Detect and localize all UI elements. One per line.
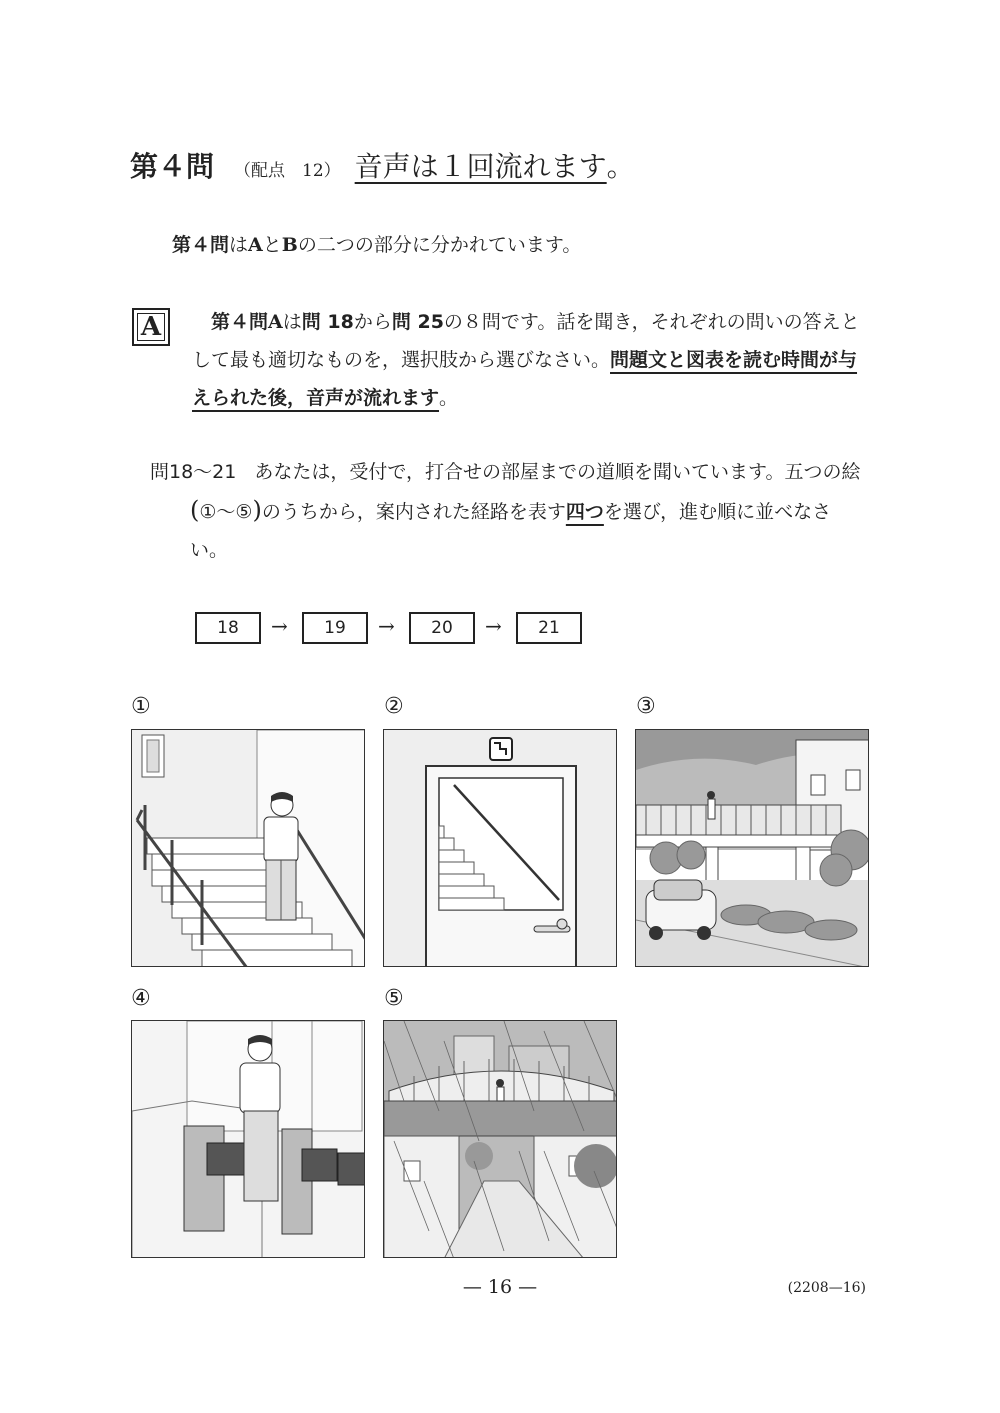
- staircase-icon: [131, 729, 365, 967]
- q18-underline-four: 四つ: [565, 501, 604, 523]
- part-a-instructions: [192, 303, 872, 417]
- page-number: — 16 —: [462, 1276, 538, 1298]
- pa-l2-underline: 問題文と図表を読む時間が与: [610, 349, 858, 371]
- pa-t2: から: [353, 311, 392, 333]
- pa-q2: 問 18: [301, 311, 354, 333]
- part-a-line1: [192, 303, 872, 341]
- arrow-3: →: [485, 614, 502, 638]
- pa-a: A: [268, 311, 283, 333]
- pa-t1: は: [282, 311, 302, 333]
- intro-t3: の二つの部分に分かれています。: [297, 234, 582, 256]
- intro-text: [172, 226, 581, 264]
- picture-number-3: ③: [636, 694, 656, 719]
- security-gate-icon: [131, 1020, 365, 1258]
- pa-q: 第４問: [211, 311, 269, 333]
- points: （配点 12）: [234, 161, 341, 181]
- q18-range: ①～⑤: [199, 501, 253, 523]
- picture-number-1: ①: [131, 694, 151, 719]
- pa-q3: 問 25: [391, 311, 444, 333]
- title-period: 。: [606, 150, 635, 183]
- part-a-line3: [192, 379, 872, 417]
- answer-box-21: 21: [516, 612, 582, 644]
- intro-a: A: [248, 234, 263, 256]
- pa-l3-end: 。: [439, 387, 459, 409]
- covered-walkway-rain-icon: [383, 1020, 617, 1258]
- q18-label: 問18～21: [150, 461, 237, 483]
- pedestrian-bridge-icon: [635, 729, 869, 967]
- audio-note: 音声は１回流れます: [354, 150, 607, 183]
- section-title: [130, 145, 635, 185]
- answer-box-19: 19: [302, 612, 368, 644]
- q18-l1: あなたは，受付で，打合せの部屋までの道順を聞いています。五つの絵: [254, 461, 861, 483]
- page-code: (2208—16): [787, 1280, 866, 1296]
- arrow-2: →: [378, 614, 395, 638]
- picture-number-2: ②: [384, 694, 404, 719]
- pa-t3: の８問です。話を聞き，それぞれの問いの答えと: [443, 311, 860, 333]
- q18-line1: [150, 453, 870, 491]
- pa-l2: して最も適切なものを，選択肢から選びなさい。: [192, 349, 611, 371]
- pa-l3-underline: えられた後，音声が流れます: [192, 387, 440, 409]
- stairwell-door-icon: [383, 729, 617, 967]
- intro-question: 第４問: [172, 234, 230, 256]
- q18-l2-t1: のうちから，案内された経路を表す: [261, 501, 566, 523]
- intro-t2: と: [262, 234, 282, 256]
- part-a-line2: [192, 341, 872, 379]
- q18-line2: (①～⑤)のうちから，案内された経路を表す四つを選び，進む順に並べなさ: [190, 496, 832, 524]
- intro-b: B: [281, 234, 298, 256]
- q18-line3: い。: [190, 539, 229, 561]
- picture-number-4: ④: [131, 986, 151, 1011]
- picture-number-5: ⑤: [384, 986, 404, 1011]
- intro-t1: は: [229, 234, 249, 256]
- part-a-label: A: [132, 308, 170, 346]
- answer-box-18: 18: [195, 612, 261, 644]
- question-number: 第４問: [130, 150, 215, 183]
- answer-box-20: 20: [409, 612, 475, 644]
- q18-l2-t2: を選び，進む順に並べなさ: [603, 501, 832, 523]
- question-18-21: [150, 453, 870, 569]
- arrow-1: →: [271, 614, 288, 638]
